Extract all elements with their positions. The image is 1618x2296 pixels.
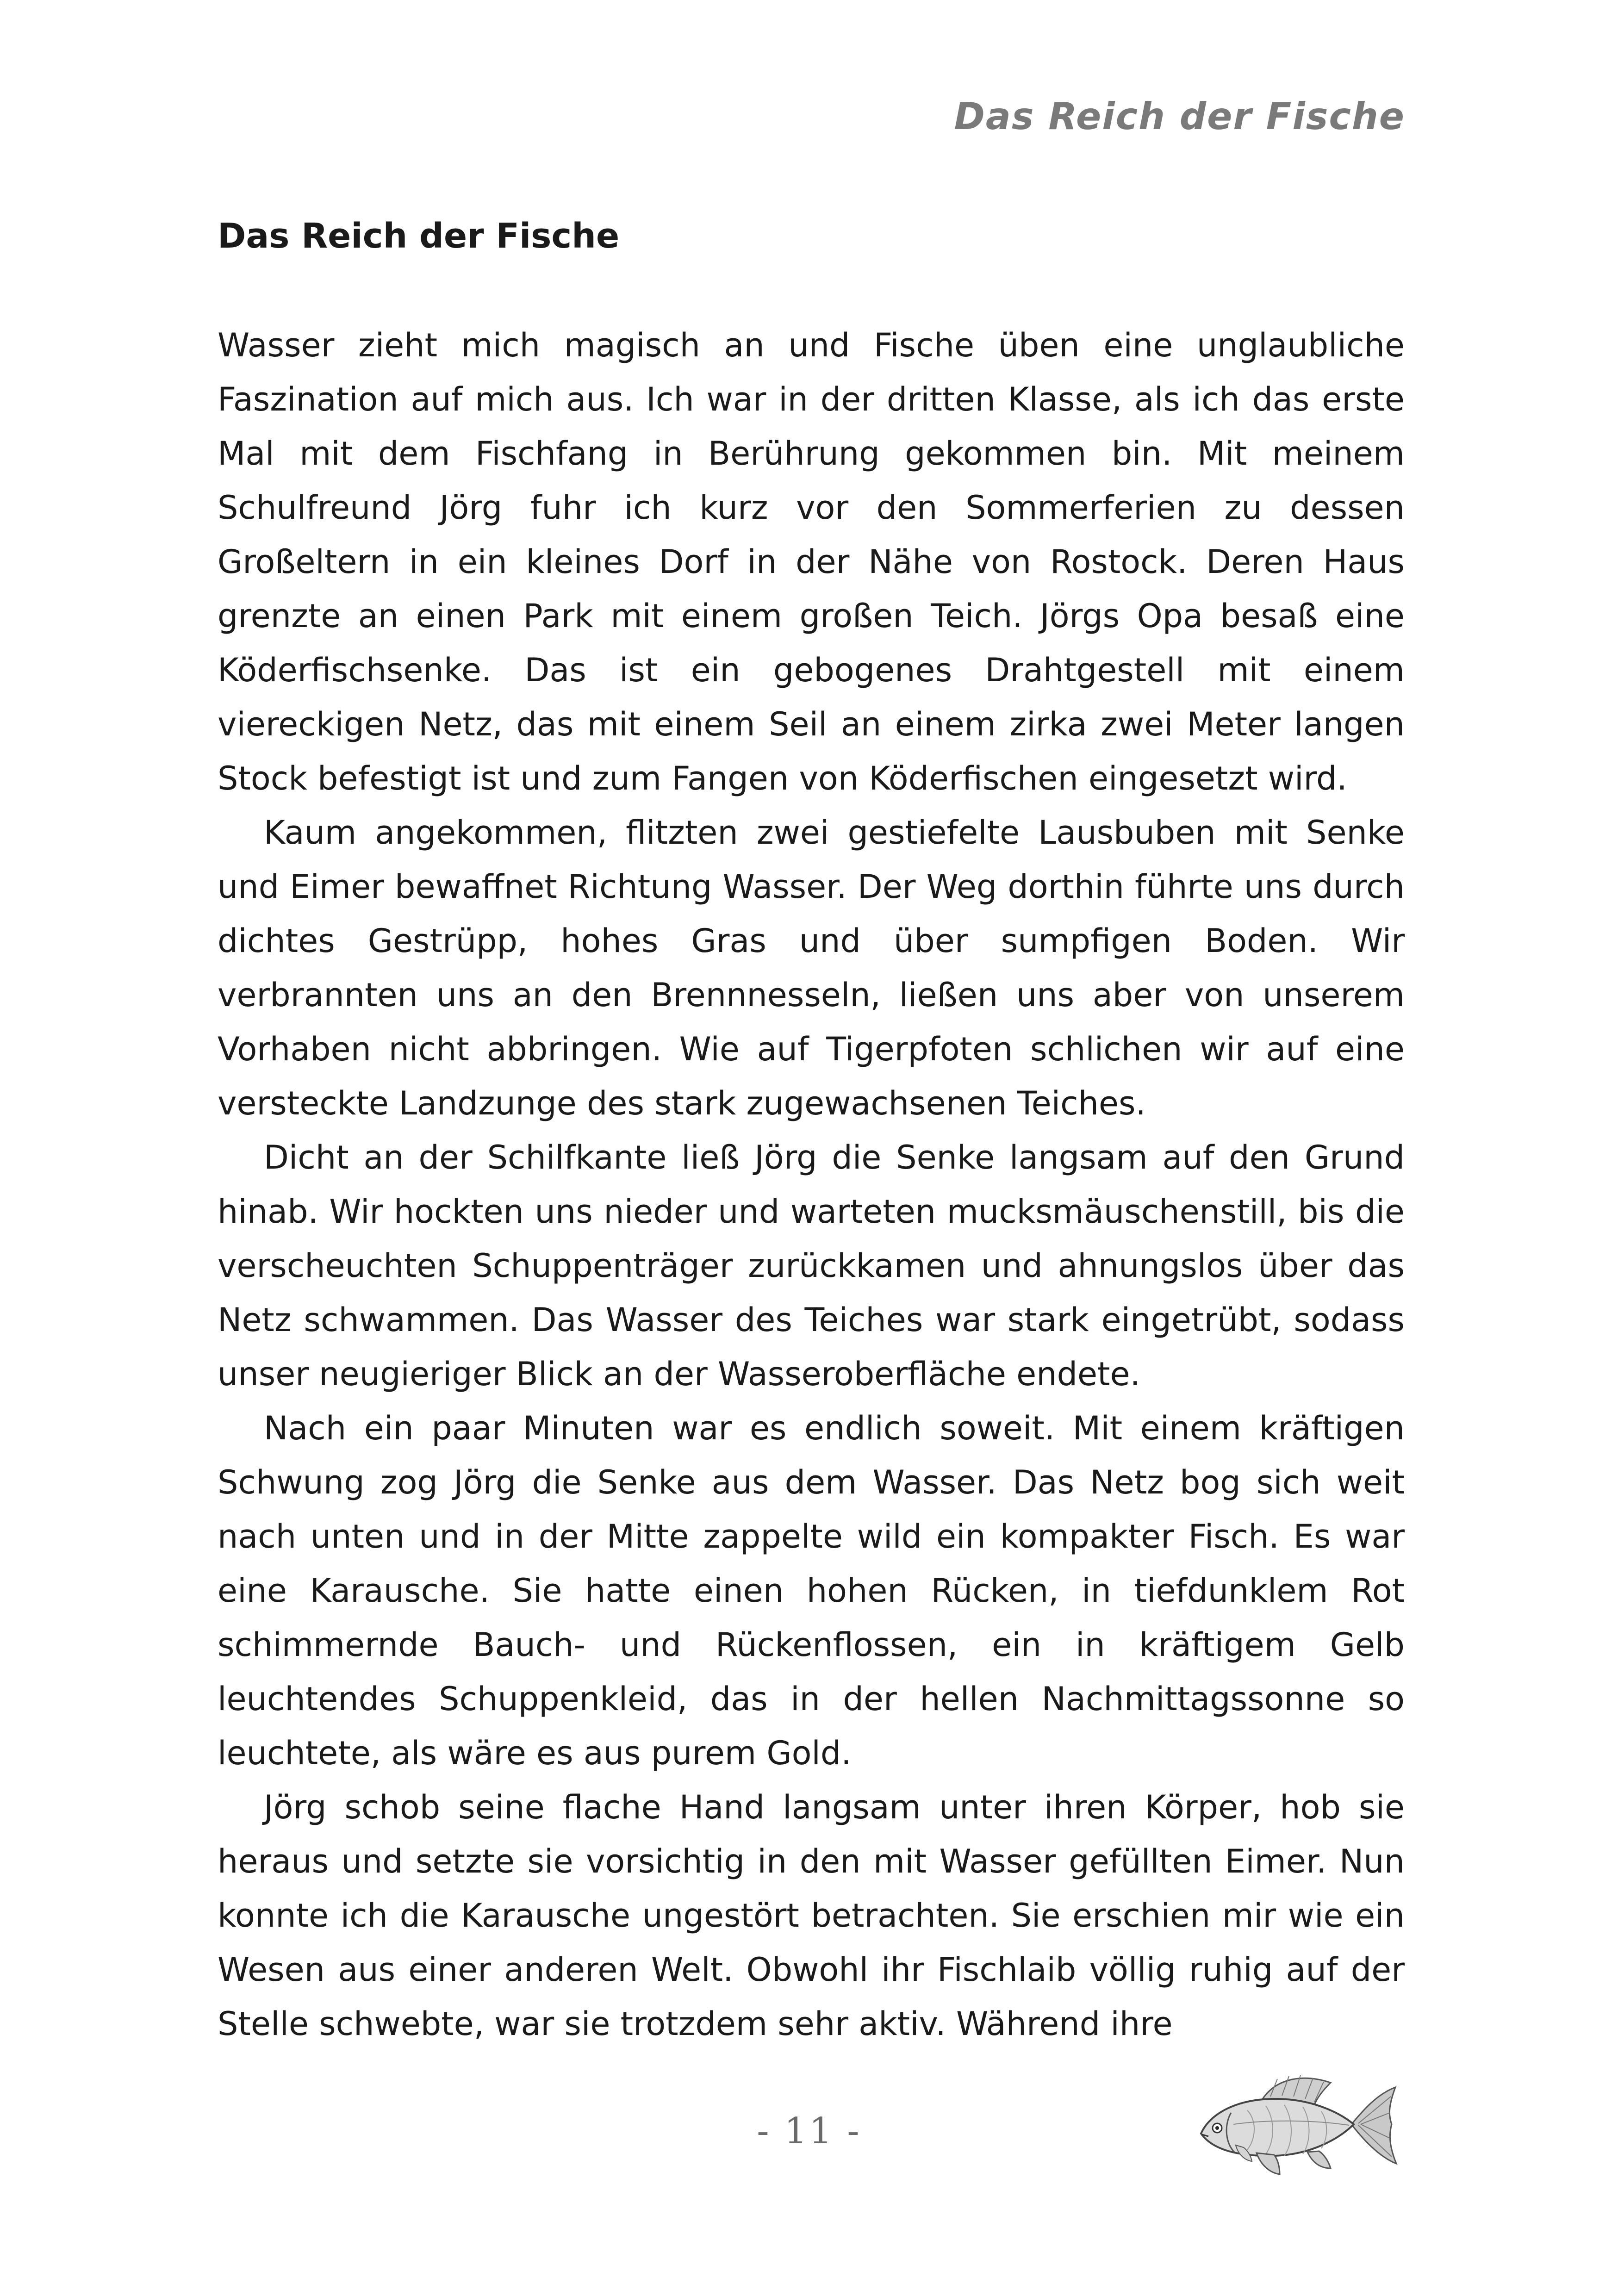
paragraph-5: Jörg schob seine flache Hand langsam unter ihren Körper, hob sie heraus und setzte sie vorsichtig in den mit Wasser gefüllten Eimer. Nun konnte ich die Karausche ungestört betrachten. Sie erschien mir wie ein Wesen aus einer anderen Welt. Obwohl ihr Fischlaib völlig ruhig auf der Stelle schwebte, war sie trotzdem sehr aktiv. Während ihre bbox=[218, 1788, 1405, 2043]
paragraph-4: Nach ein paar Minuten war es endlich soweit. Mit einem kräftigen Schwung zog Jörg die Senke aus dem Wasser. Das Netz bog sich weit nach unten und in der Mitte zappelte wild ein kompakter Fisch. Es war eine Karausche. Sie hatte einen hohen Rücken, in tiefdunklem Rot schimmernde Bauch- und Rückenflossen, ein in kräftigem Gelb leuchtendes Schuppenkleid, das in der hellen Nachmittagssonne so leuchtete, als wäre es aus purem Gold. bbox=[218, 1409, 1405, 1772]
page-body bbox=[218, 204, 1405, 2051]
page-number: - 11 - bbox=[757, 2110, 861, 2152]
paragraph-3: Dicht an der Schilfkante ließ Jörg die Senke langsam auf den Grund hinab. Wir hockten uns nieder und warteten mucksmäuschenstill, bis die verscheuchten Schuppenträger zurückkamen und ahnungslos über das Netz schwammen. Das Wasser des Teiches war stark eingetrübt, sodass unser neugieriger Blick an der Wasseroberfläche endete. bbox=[218, 1139, 1405, 1393]
paragraph-2: Kaum angekommen, flitzten zwei gestiefelte Lausbuben mit Senke und Eimer bewaffnet Richtung Wasser. Der Weg dorthin führte uns durch dichtes Gestrüpp, hohes Gras und über sumpfigen Boden. Wir verbrannten uns an den Brennnesseln, ließen uns aber von unserem Vorhaben nicht abbringen. Wie auf Tigerpfoten schlichen wir auf eine versteckte Landzunge des stark zugewachsenen Teiches. bbox=[218, 814, 1405, 1122]
fish-icon bbox=[1192, 2069, 1400, 2180]
paragraph-1: Wasser zieht mich magisch an und Fische üben eine unglaubliche Faszination auf mich aus. Ich war in der dritten Klasse, als ich das erste Mal mit dem Fischfang in Berührung gekommen bin. Mit meinem Schulfreund Jörg fuhr ich kurz vor den Sommerferien zu dessen Großeltern in ein kleines Dorf in der Nähe von Rostock. Deren Haus grenzte an einen Park mit einem großen Teich. Jörgs Opa besaß eine Köderfischsenke. Das ist ein gebogenes Drahtgestell mit einem viereckigen Netz, das mit einem Seil an einem zirka zwei Meter langen Stock befestigt ist und zum Fangen von Köderfischen eingesetzt wird. bbox=[218, 326, 1405, 797]
running-header-title: Das Reich der Fische bbox=[954, 95, 1405, 138]
chapter-title: Das Reich der Fische bbox=[218, 216, 620, 256]
